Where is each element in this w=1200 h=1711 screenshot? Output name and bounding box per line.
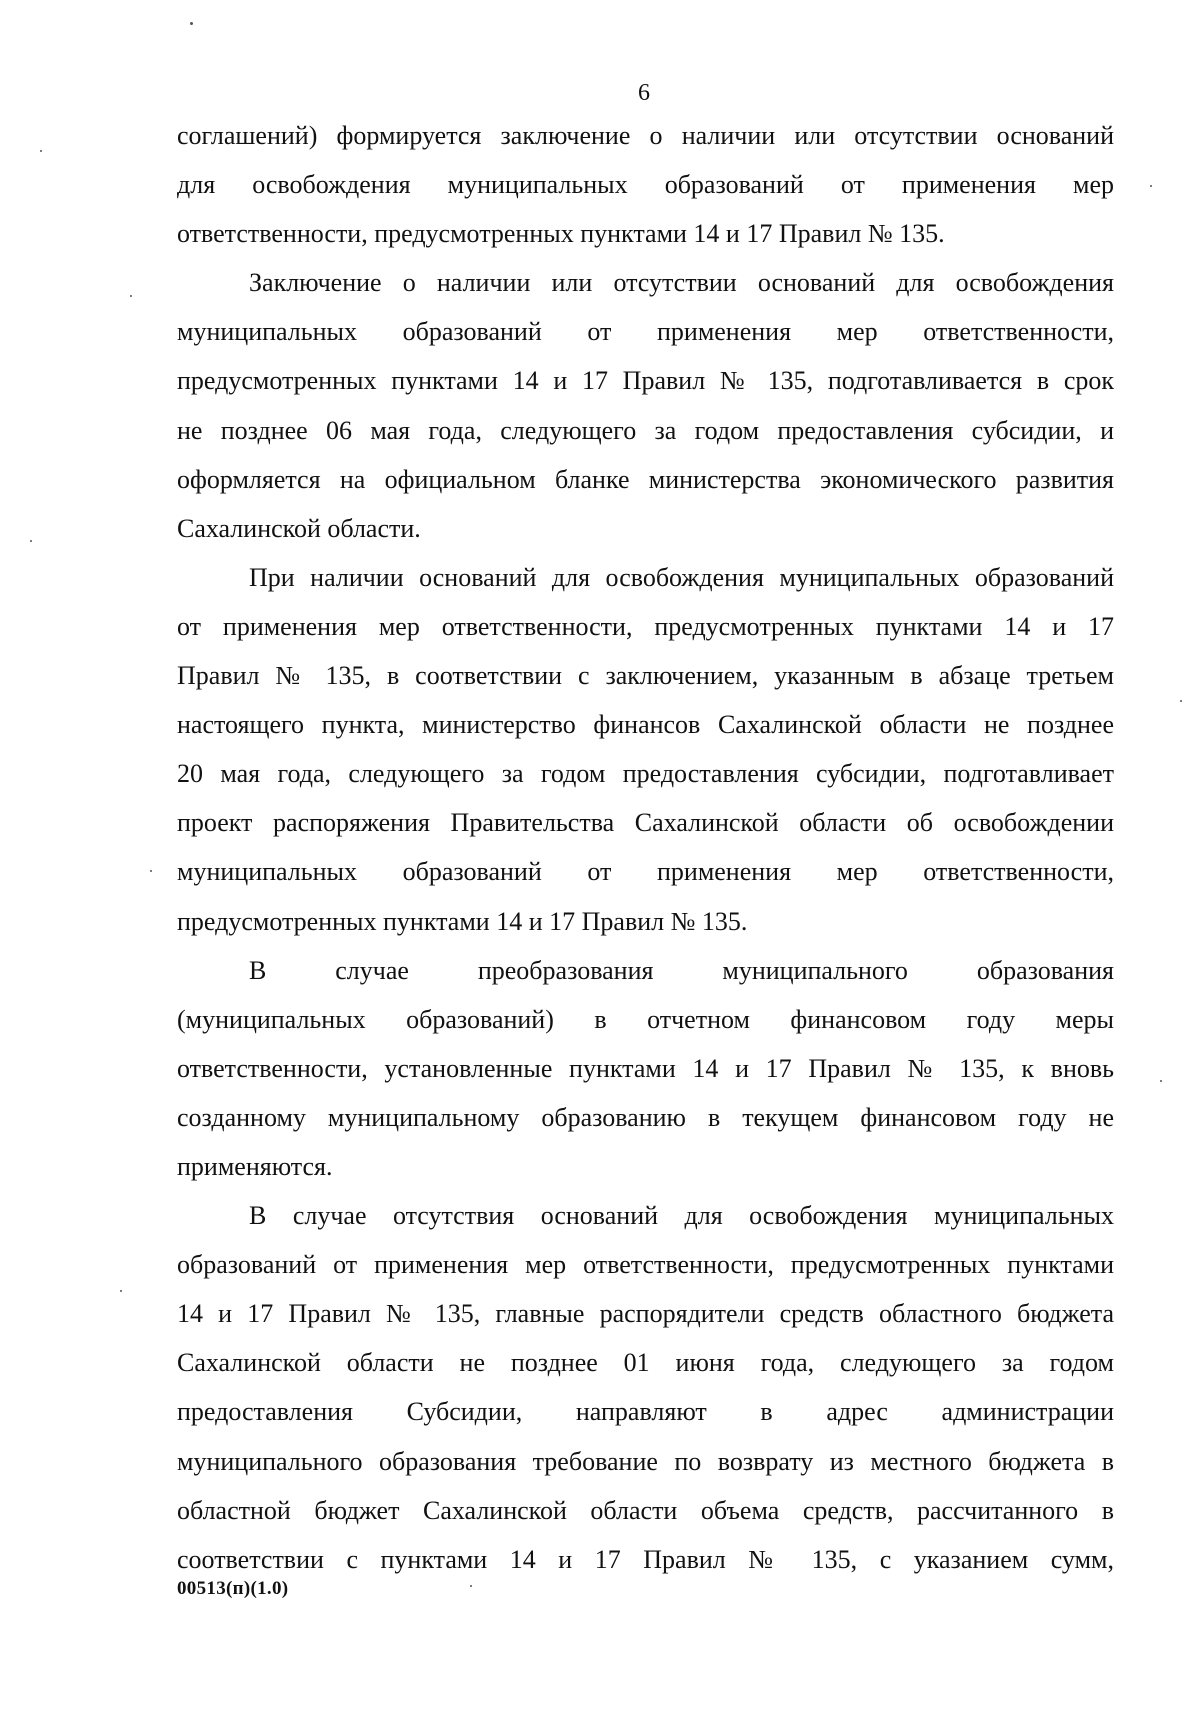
text-line: ответственности, установленные пунктами 14 и 17 Правил № 135, к вновь	[177, 1053, 1114, 1083]
text-line: не позднее 06 мая года, следующего за годом предоставления субсидии, и	[177, 415, 1114, 445]
scan-speck	[1150, 185, 1152, 187]
text-line: Заключение о наличии или отсутствии оснований для освобождения	[249, 268, 1114, 298]
text-line: муниципальных образований от применения мер ответственности,	[177, 857, 1114, 887]
text-line: от применения мер ответственности, предусмотренных пунктами 14 и 17	[177, 611, 1114, 641]
text-line: Сахалинской области.	[177, 513, 421, 543]
document-body	[177, 121, 1114, 1594]
page-number: 6	[638, 80, 650, 106]
text-line: образований от применения мер ответственности, предусмотренных пунктами	[177, 1250, 1114, 1280]
text-line: Правил № 135, в соответствии с заключением, указанным в абзаце третьем	[177, 661, 1114, 691]
scan-speck	[40, 150, 42, 152]
text-line: областной бюджет Сахалинской области объема средств, рассчитанного в	[177, 1495, 1114, 1525]
text-line: предусмотренных пунктами 14 и 17 Правил № 135, подготавливается в срок	[177, 366, 1114, 396]
text-line: При наличии оснований для освобождения муниципальных образований	[249, 562, 1114, 592]
text-line: В случае отсутствия оснований для освобождения муниципальных	[249, 1201, 1114, 1231]
scan-speck	[1160, 1080, 1162, 1082]
text-line: муниципального образования требование по возврату из местного бюджета в	[177, 1446, 1114, 1476]
text-line: муниципальных образований от применения мер ответственности,	[177, 317, 1114, 347]
text-line: настоящего пункта, министерство финансов Сахалинской области не позднее	[177, 710, 1114, 740]
text-line: оформляется на официальном бланке министерства экономического развития	[177, 464, 1114, 494]
text-line: соответствии с пунктами 14 и 17 Правил № 135, с указанием сумм,	[177, 1544, 1114, 1574]
text-line: применяются.	[177, 1151, 333, 1181]
scan-speck	[120, 1290, 122, 1292]
text-line: 20 мая года, следующего за годом предоставления субсидии, подготавливает	[177, 759, 1114, 789]
text-line: предусмотренных пунктами 14 и 17 Правил № 135.	[177, 906, 748, 936]
text-line: для освобождения муниципальных образований от применения мер	[177, 170, 1114, 200]
document-code: 00513(п)(1.0)	[177, 1578, 289, 1599]
text-line: предоставления Субсидии, направляют в адрес администрации	[177, 1397, 1114, 1427]
text-line: (муниципальных образований) в отчетном финансовом году меры	[177, 1004, 1114, 1034]
text-line: ответственности, предусмотренных пунктами 14 и 17 Правил № 135.	[177, 219, 945, 249]
text-line: проект распоряжения Правительства Сахалинской области об освобождении	[177, 808, 1114, 838]
scan-speck	[30, 540, 32, 542]
scan-speck	[190, 22, 193, 25]
scan-speck	[150, 870, 152, 872]
text-line: соглашений) формируется заключение о наличии или отсутствии оснований	[177, 121, 1114, 150]
scan-speck	[1180, 700, 1182, 702]
scan-speck	[130, 295, 132, 297]
scan-speck	[470, 1585, 472, 1587]
text-line: созданному муниципальному образованию в текущем финансовом году не	[177, 1102, 1114, 1132]
text-line: Сахалинской области не позднее 01 июня года, следующего за годом	[177, 1348, 1114, 1378]
text-line: В случае преобразования муниципального образования	[249, 955, 1114, 985]
text-line: 14 и 17 Правил № 135, главные распорядители средств областного бюджета	[177, 1299, 1114, 1329]
